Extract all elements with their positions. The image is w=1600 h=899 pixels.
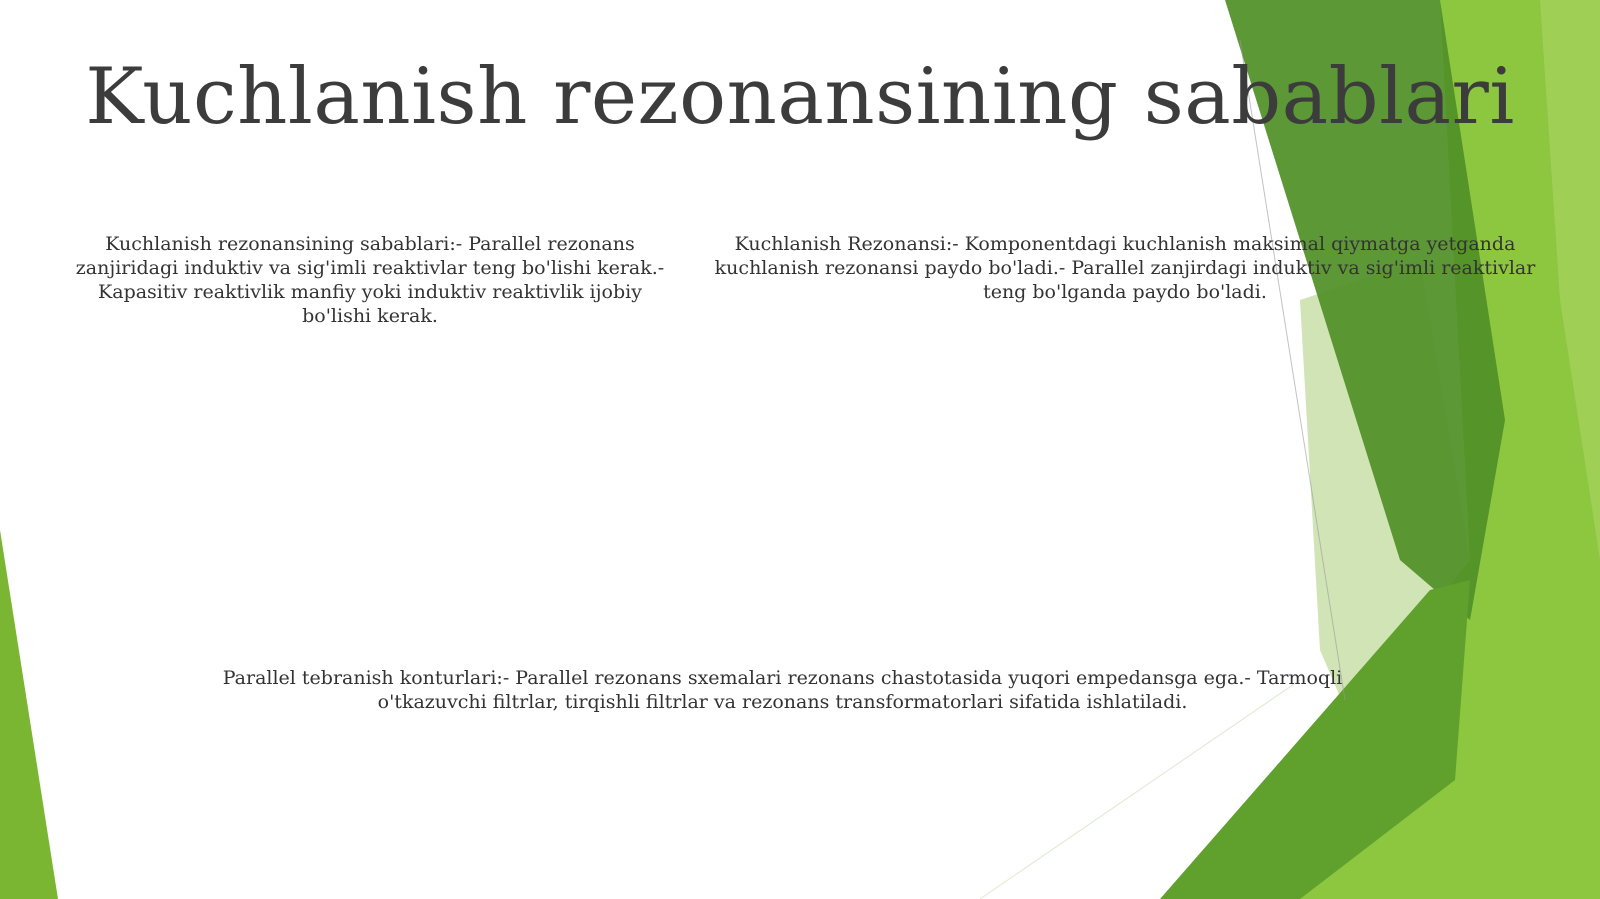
slide-title: Kuchlanish rezonansining sabablari [85,52,1515,142]
left-green-sliver [0,530,58,899]
text-block-causes: Kuchlanish rezonansining sabablari:- Parallel rezonans zanjiridagi induktiv va sig'imli reaktivlar teng bo'lishi kerak.- Kapasitiv reaktivlik manfiy yoki induktiv reaktivlik ijobiy bo'lishi kerak. [75,233,665,327]
text-block-parallel-circuits: Parallel tebranish konturlari:- Parallel rezonans sxemalari rezonans chastotasida yuqori empedansga ega.- Tarmoqli o'tkazuvchi filtrlar, tirqishli filtrlar va rezonans transformatorlari sifatida ishlatiladi. [222,667,1343,713]
text-block-voltage-resonance: Kuchlanish Rezonansi:- Komponentdagi kuchlanish maksimal qiymatga yetganda kuchlanish rezonansi paydo bo'ladi.- Parallel zanjirdagi induktiv va sig'imli reaktivlar teng bo'lganda paydo bo'ladi. [714,233,1536,303]
